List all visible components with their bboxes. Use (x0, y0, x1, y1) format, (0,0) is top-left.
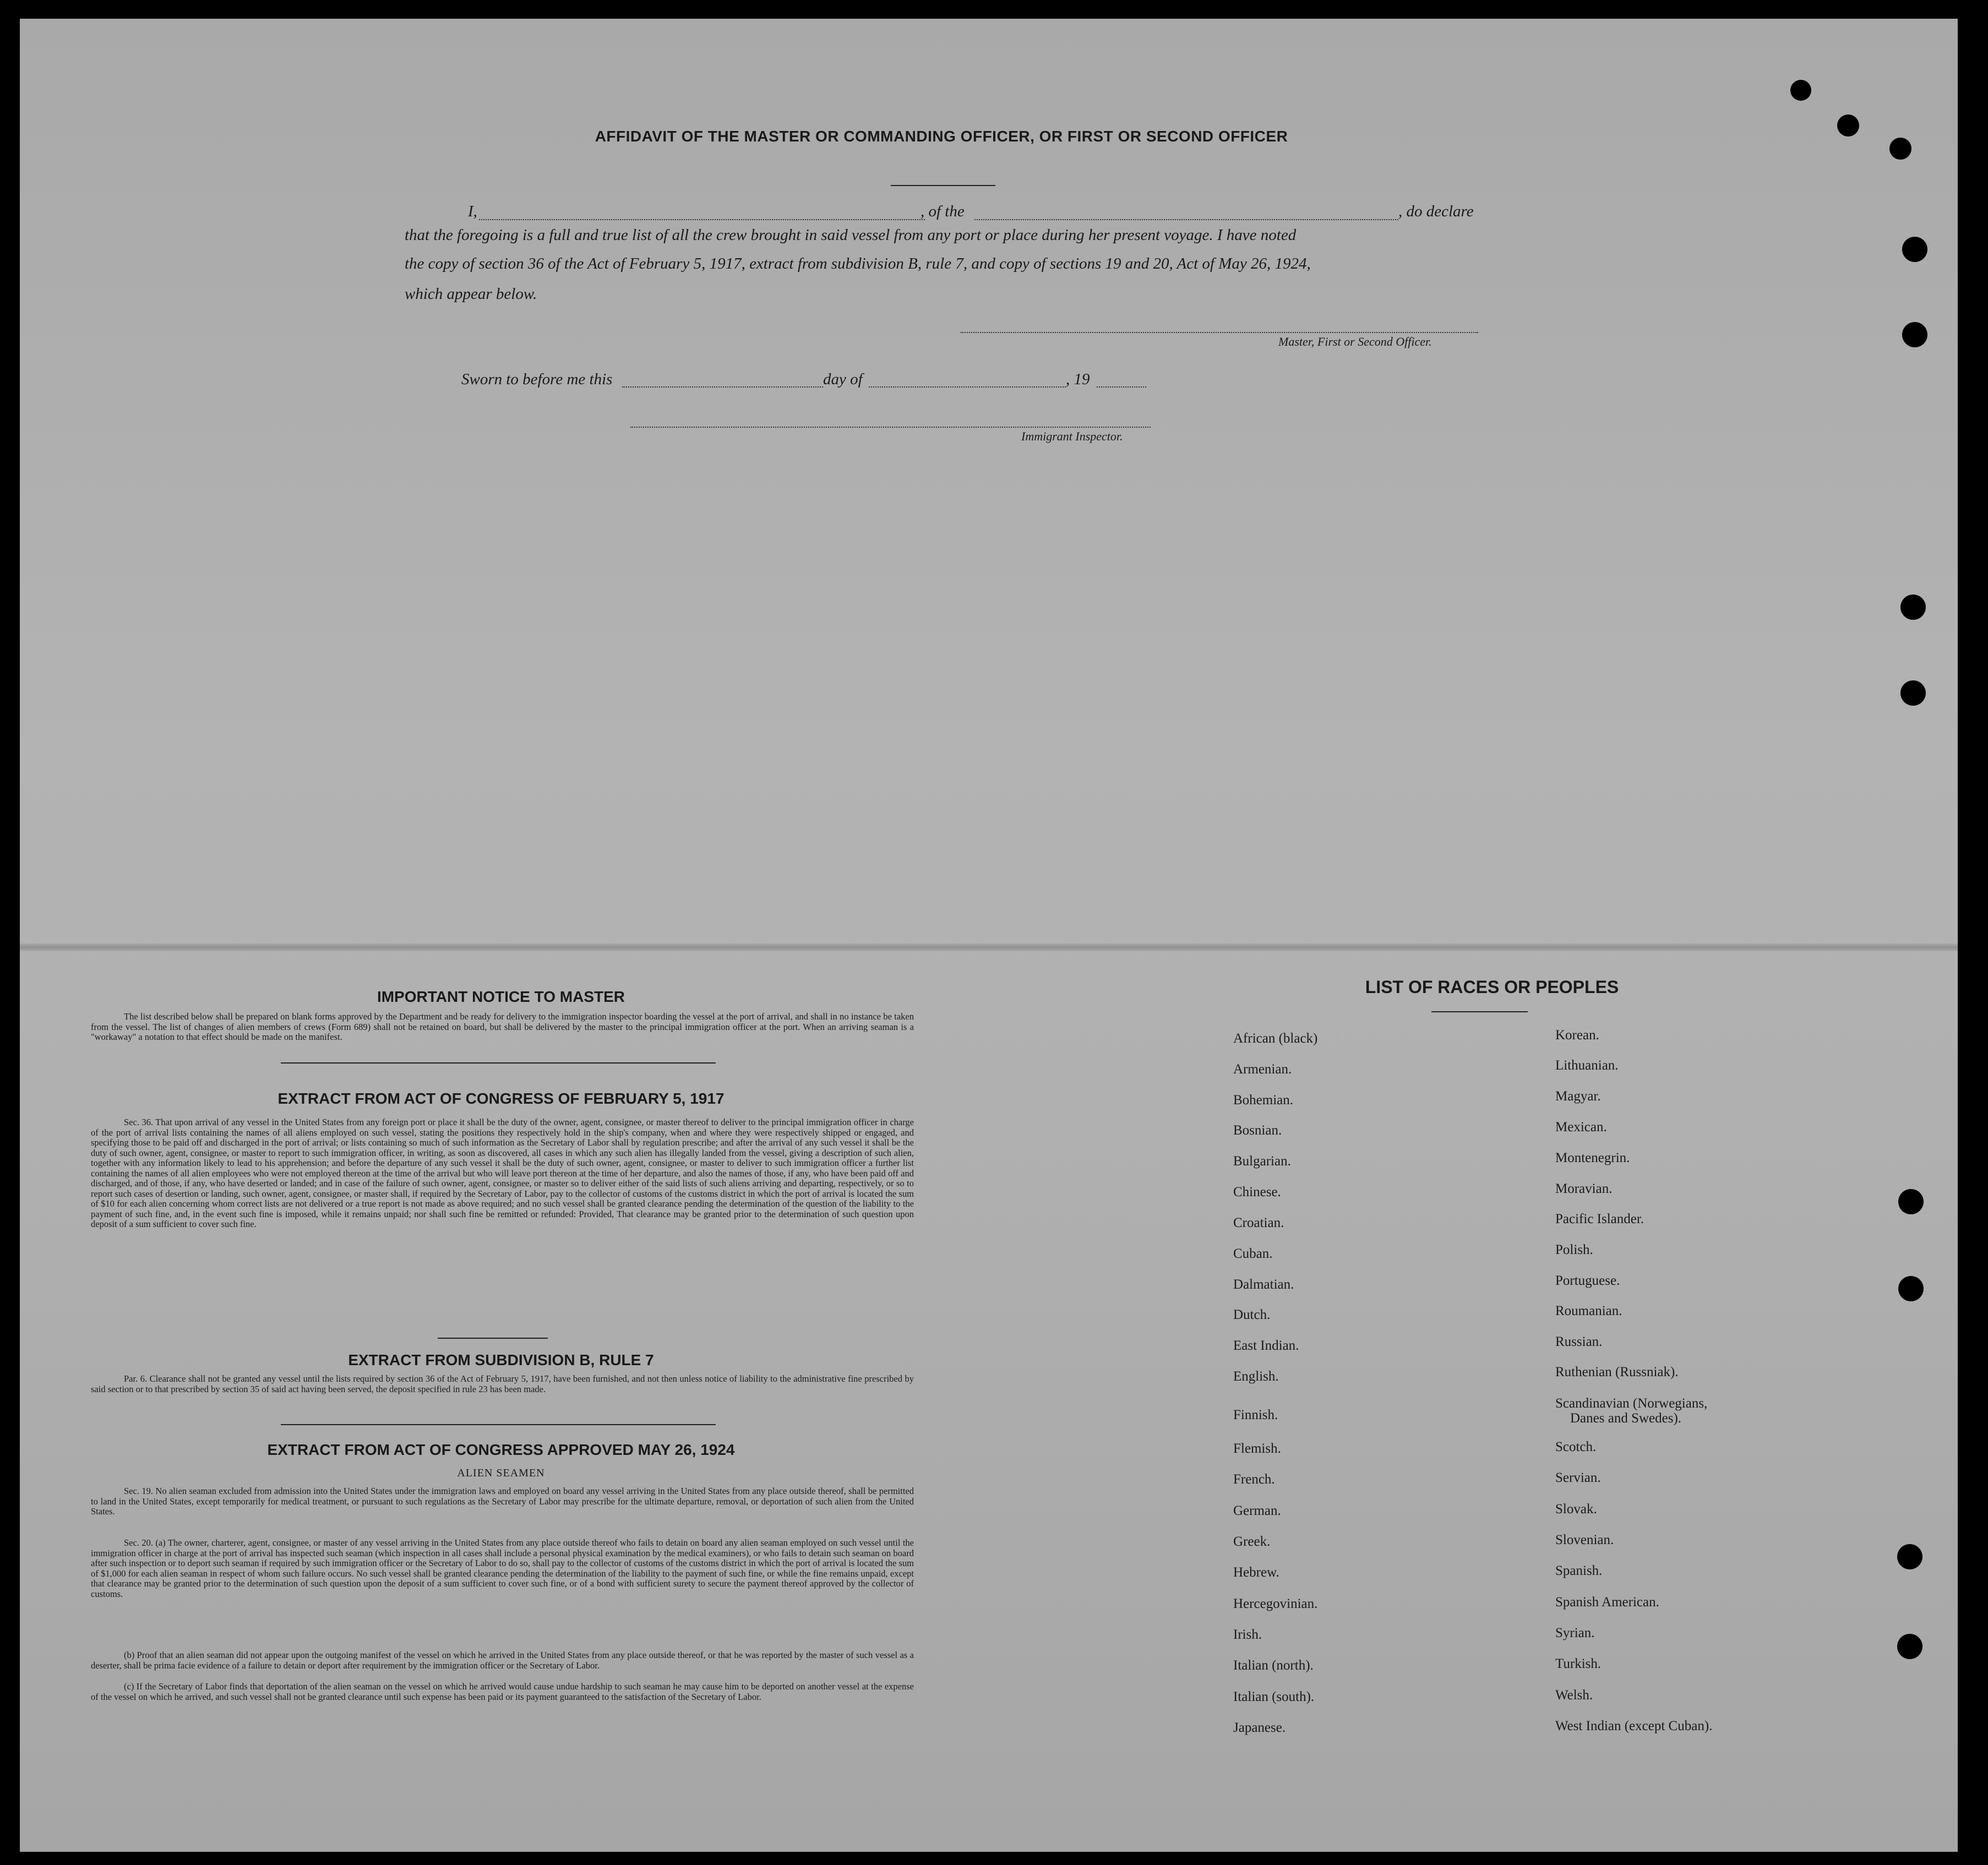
race-item: Slovenian. (1555, 1533, 1614, 1547)
race-item: Lithuanian. (1555, 1058, 1619, 1073)
extract-rule7-text: Par. 6. Clearance shall not be granted any vessel until the lists required by section 36 of the Act of February 5, 1917, have been furnished, and not then unless notice of liability to the administrative fine prescribed by said section or to that prescribed by section 35 of said act having been served, the deposit specified in rule 23 has been made. (91, 1373, 914, 1394)
race-item: Italian (south). (1233, 1689, 1315, 1704)
notice-text: The list described below shall be prepared on blank forms approved by the Department and be ready for delivery to the immigration inspector boarding the vessel at the port of arrival, and shall in no instance be taken from the vessel. The list of changes of alien members of crews (Form 689) shall not be retained on board, but shall be delivered by the master to the principal immigration officer at the port. When an arriving seaman is a "workaway" a notation to that effect should be made on the manifest. (91, 1011, 914, 1042)
race-item: East Indian. (1233, 1338, 1299, 1353)
extract-1924-title: EXTRACT FROM ACT OF CONGRESS APPROVED MAY 26, 1924 (267, 1441, 735, 1458)
race-item: Turkish. (1555, 1656, 1602, 1671)
sworn-prefix: Sworn to before me this (461, 370, 613, 388)
race-item: Chinese. (1233, 1185, 1281, 1199)
page-fold (20, 944, 1958, 951)
race-item: Ruthenian (Russniak). (1555, 1365, 1679, 1379)
race-item: Scandinavian (Norwegians, (1555, 1396, 1708, 1411)
race-item: Croatian. (1233, 1215, 1284, 1230)
race-item: African (black) (1233, 1031, 1318, 1046)
race-item: Welsh. (1555, 1688, 1593, 1703)
race-item: Hercegovinian. (1233, 1596, 1318, 1611)
affidavit-title: AFFIDAVIT OF THE MASTER OR COMMANDING OFFICER, OR FIRST OR SECOND OFFICER (595, 128, 1288, 145)
race-item: Spanish. (1555, 1563, 1603, 1578)
divider (438, 1338, 548, 1339)
race-item: Montenegrin. (1555, 1150, 1630, 1165)
extract-1924-sec20c: (c) If the Secretary of Labor finds that deportation of the alien seaman on the vessel on which he arrived would cause undue hardship to such seaman he may cause him to be deported on another vessel at the expense of the vessel on which he arrived, and such vessel shall not be granted clearance until such expense has been paid or its payment guaranteed to the satisfaction of the Secretary of Labor. (91, 1681, 914, 1702)
extract-rule7-title: EXTRACT FROM SUBDIVISION B, RULE 7 (348, 1351, 654, 1368)
vessel-blank[interactable] (974, 219, 1398, 220)
master-signature-line[interactable] (961, 332, 1478, 333)
race-item: Russian. (1555, 1334, 1603, 1349)
race-item: Hebrew. (1233, 1565, 1279, 1580)
race-item: Slovak. (1555, 1502, 1597, 1517)
races-title-underline (1431, 1011, 1528, 1012)
race-item: Pacific Islander. (1555, 1212, 1644, 1226)
affidavit-i-label: I, (468, 203, 477, 220)
races-title: LIST OF RACES OR PEOPLES (1365, 977, 1619, 997)
race-item: Spanish American. (1555, 1595, 1659, 1610)
sworn-year: , 19 (1066, 370, 1090, 388)
race-item: Greek. (1233, 1534, 1271, 1549)
punch-hole (1837, 114, 1859, 137)
race-item: Bohemian. (1233, 1093, 1294, 1108)
sworn-month-blank[interactable] (869, 386, 1066, 388)
punch-hole (1900, 680, 1926, 706)
race-item: Dutch. (1233, 1307, 1271, 1322)
race-item: West Indian (except Cuban). (1555, 1719, 1713, 1733)
punch-hole (1897, 1544, 1922, 1569)
sworn-day-of: day of (823, 370, 863, 388)
affidavit-body-line3: which appear below. (405, 285, 537, 303)
divider (281, 1062, 716, 1064)
extract-1917-title: EXTRACT FROM ACT OF CONGRESS OF FEBRUARY 5, 1917 (277, 1090, 725, 1107)
race-item: Danes and Swedes). (1570, 1411, 1682, 1426)
sworn-day-blank[interactable] (622, 386, 823, 388)
race-item: Scotch. (1555, 1439, 1597, 1454)
race-item: Syrian. (1555, 1626, 1595, 1640)
name-blank[interactable] (479, 219, 925, 220)
race-item: Mexican. (1555, 1120, 1607, 1135)
race-item: Armenian. (1233, 1062, 1292, 1077)
race-item: Korean. (1555, 1028, 1599, 1043)
punch-hole (1900, 595, 1926, 620)
punch-hole (1790, 80, 1811, 101)
punch-hole (1898, 1189, 1924, 1214)
race-item: Flemish. (1233, 1441, 1281, 1456)
race-item: Portuguese. (1555, 1273, 1620, 1288)
notice-title: IMPORTANT NOTICE TO MASTER (377, 988, 625, 1005)
punch-hole (1889, 138, 1911, 160)
race-item: Italian (north). (1233, 1658, 1314, 1673)
extract-1917-text: Sec. 36. That upon arrival of any vessel in the United States from any foreign port or place it shall be the duty of the owner, agent, consignee, or master thereof to deliver to the principal immigration officer in charge of the port of arrival lists containing the names of all aliens employed on such vessel, stating the positions they respectively hold in the ship's company, when and where they were respectively shipped or engaged, and specifying those to be paid off and discharged in the port of arrival; or lists containing so much of such information as the Secretary of Labor shall by regulation prescribe; and after the arrival of any such vessel it shall be the duty of such owner, agent, consignee, or master to report to such immigration officer, in writing, as soon as discovered, all cases in which any such alien has illegally landed from the vessel, giving a description of such alien, together with any information likely to lead to his apprehension; and before the departure of any such vessel it shall be the duty of such owner, agent, consignee, or master to deliver to such immigration officer a further list containing the names of all alien employees who were not employed thereon at the time of the arrival but who will leave port thereon at the time of her departure, and also the names of those, if any, who have been paid off and discharged, and of those, if any, who have deserted or landed; and in case of the failure of such owner, agent, consignee, or master so to deliver either of the said lists of such aliens arriving and departing, respectively, or so to report such cases of desertion or landing, such owner, agent, consignee, or master shall, if required by the Secretary of Labor, pay to the collector of customs of the customs district in which the port of arrival is located the sum of $10 for each alien concerning whom correct lists are not delivered or a true report is not made as above required; and no such vessel shall be granted clearance pending the determination of the question of the liability to the payment of such fine, and, in the event such fine is imposed, while it remains unpaid; nor shall such fine be remitted or refunded: Provided, That clearance may be granted prior to the determination of such question upon deposit of a sum sufficient to cover such fine. (91, 1117, 914, 1229)
affidavit-of-label: , of the (921, 203, 965, 220)
affidavit-body-line1: that the foregoing is a full and true list of all the crew brought in said vessel from any port or place during her present voyage. I have noted (405, 226, 1297, 244)
race-item: Polish. (1555, 1242, 1593, 1257)
sworn-year-blank[interactable] (1097, 386, 1146, 388)
race-item: English. (1233, 1369, 1279, 1384)
race-item: Servian. (1555, 1470, 1601, 1485)
inspector-label: Immigrant Inspector. (1021, 429, 1123, 443)
race-item: Finnish. (1233, 1408, 1278, 1422)
extract-1924-sec19: Sec. 19. No alien seaman excluded from admission into the United States under the immigration laws and employed on board any vessel arriving in the United States from any place outside thereof, shall be permitted to land in the United States, except temporarily for medical treatment, or pursuant to such regulations as the Secretary of Labor may prescribe for the ultimate departure, removal, or deportation of such alien from the United States. (91, 1486, 914, 1517)
punch-hole (1902, 237, 1927, 262)
divider (281, 1424, 716, 1425)
punch-hole (1902, 322, 1927, 347)
race-item: Bulgarian. (1233, 1154, 1291, 1169)
inspector-signature-line[interactable] (630, 427, 1151, 428)
extract-1924-sec20b: (b) Proof that an alien seaman did not appear upon the outgoing manifest of the vessel on which he arrived in the United States from any place outside thereof, or that he was reported by the master of such vessel as a deserter, shall be prima facie evidence of a failure to detain or deport after requirement by the immigration officer or the Secretary of Labor. (91, 1650, 914, 1671)
title-underline (891, 185, 995, 186)
race-item: Irish. (1233, 1627, 1262, 1642)
punch-hole (1897, 1634, 1922, 1659)
affidavit-body-line2: the copy of section 36 of the Act of February 5, 1917, extract from subdivision B, rule 7, and copy of sections 19 and 20, Act of May 26, 1924, (405, 255, 1311, 272)
race-item: Cuban. (1233, 1246, 1273, 1261)
punch-hole (1898, 1276, 1924, 1301)
extract-1924-sec20a: Sec. 20. (a) The owner, charterer, agent, consignee, or master of any vessel arriving in the United States from any place outside thereof who fails to detain on board any alien seaman employed on such vessel until the immigration officer in charge at the port of arrival has inspected such seaman (which inspection in all cases shall include a personal physical examination by the medical examiners), or who fails to detain such seaman on board after such inspection or to deport such seaman if required by such immigration officer or the Secretary of Labor to do so, shall pay to the collector of customs of the customs district in which the port of arrival is located the sum of $1,000 for each alien seaman in respect of whom such failure occurs. No such vessel shall be granted clearance pending the determination of the liability to the payment of such fine, or while the fine remains unpaid, except that clearance may be granted prior to the determination of such question upon the deposit of a sum sufficient to cover such fine, or of a bond with sufficient surety to secure the payment thereof approved by the collector of customs. (91, 1537, 914, 1599)
extract-1924-subtitle: ALIEN SEAMEN (457, 1467, 545, 1479)
race-item: French. (1233, 1472, 1275, 1487)
affidavit-declare-label: , do declare (1398, 203, 1474, 220)
race-item: Bosnian. (1233, 1123, 1282, 1138)
race-item: Japanese. (1233, 1720, 1286, 1735)
race-item: Magyar. (1555, 1089, 1601, 1104)
master-signature-label: Master, First or Second Officer. (1278, 335, 1432, 348)
race-item: Dalmatian. (1233, 1277, 1294, 1292)
race-item: Roumanian. (1555, 1304, 1622, 1318)
race-item: German. (1233, 1503, 1281, 1518)
race-item: Moravian. (1555, 1181, 1613, 1196)
